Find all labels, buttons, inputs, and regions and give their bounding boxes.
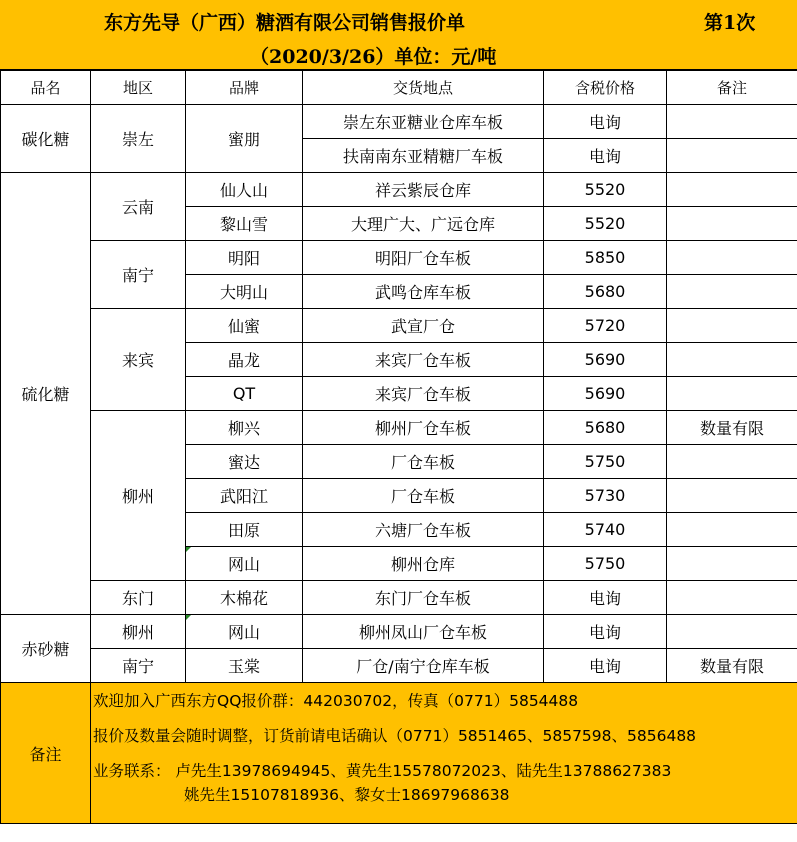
location-cell: 厂仓车板 — [303, 479, 544, 513]
location-cell: 东门厂仓车板 — [303, 581, 544, 615]
remark-cell — [667, 615, 797, 649]
price-cell: 5520 — [544, 207, 667, 241]
brand-cell: 木棉花 — [186, 581, 303, 615]
brand-cell: 玉棠 — [186, 649, 303, 683]
table-row — [1, 649, 797, 683]
remark-cell — [667, 309, 797, 343]
brand-cell: 仙蜜 — [186, 309, 303, 343]
header-row — [1, 71, 797, 105]
price-cell: 5850 — [544, 241, 667, 275]
location-cell: 祥云紫辰仓库 — [303, 173, 544, 207]
col-header-price: 含税价格 — [544, 71, 667, 105]
brand-cell: 柳兴 — [186, 411, 303, 445]
remark-cell — [667, 479, 797, 513]
location-cell: 扶南南东亚精糖厂车板 — [303, 139, 544, 173]
location-cell: 柳州凤山厂仓车板 — [303, 615, 544, 649]
price-cell: 5690 — [544, 377, 667, 411]
table-row — [1, 105, 797, 139]
location-cell: 来宾厂仓车板 — [303, 343, 544, 377]
price-table — [0, 70, 797, 824]
note-contacts-more: 姚先生15107818936、黎女士18697968638 — [184, 786, 510, 804]
remark-cell — [667, 207, 797, 241]
notes-label: 备注 — [1, 683, 91, 824]
remark-cell — [667, 241, 797, 275]
region-cell: 南宁 — [91, 649, 186, 683]
brand-cell — [186, 547, 303, 581]
table-row — [1, 411, 797, 445]
remark-cell — [667, 275, 797, 309]
price-cell: 电询 — [544, 649, 667, 683]
col-header-remark: 备注 — [667, 71, 797, 105]
col-header-brand: 品牌 — [186, 71, 303, 105]
region-cell: 云南 — [91, 173, 186, 241]
remark-cell — [667, 173, 797, 207]
price-cell: 电询 — [544, 105, 667, 139]
note-qq-group: 欢迎加入广西东方QQ报价群：442030702，传真（0771）5854488 — [93, 692, 579, 710]
remark-cell — [667, 445, 797, 479]
remark-cell — [667, 343, 797, 377]
price-cell: 5720 — [544, 309, 667, 343]
remark-cell — [667, 513, 797, 547]
col-header-product: 品名 — [1, 71, 91, 105]
brand-cell — [186, 615, 303, 649]
table-row — [1, 309, 797, 343]
brand-text: 网山 — [227, 555, 260, 574]
remark-cell: 数量有限 — [667, 649, 797, 683]
table-row — [1, 581, 797, 615]
location-cell: 大理广大、广远仓库 — [303, 207, 544, 241]
price-cell: 5680 — [544, 275, 667, 309]
location-cell: 柳州厂仓车板 — [303, 411, 544, 445]
brand-cell: 仙人山 — [186, 173, 303, 207]
price-cell: 5680 — [544, 411, 667, 445]
price-cell: 电询 — [544, 615, 667, 649]
brand-cell: 黎山雪 — [186, 207, 303, 241]
region-cell: 南宁 — [91, 241, 186, 309]
table-row — [1, 173, 797, 207]
brand-cell: QT — [186, 377, 303, 411]
brand-cell: 蜜朋 — [186, 105, 303, 173]
price-cell: 电询 — [544, 581, 667, 615]
brand-cell: 大明山 — [186, 275, 303, 309]
price-cell: 5750 — [544, 547, 667, 581]
price-cell: 5750 — [544, 445, 667, 479]
remark-cell — [667, 139, 797, 173]
product-cell: 碳化糖 — [1, 105, 91, 173]
location-cell: 来宾厂仓车板 — [303, 377, 544, 411]
notes-content — [91, 683, 797, 824]
edition-label: 第1次 — [704, 12, 756, 34]
brand-text: 网山 — [227, 623, 260, 642]
product-cell: 硫化糖 — [1, 173, 91, 615]
location-cell: 明阳厂仓车板 — [303, 241, 544, 275]
company-title: 东方先导（广西）糖酒有限公司销售报价单 — [104, 12, 466, 34]
region-cell: 来宾 — [91, 309, 186, 411]
title-banner — [0, 0, 797, 70]
note-price-adjust: 报价及数量会随时调整，订货前请电话确认（0771）5851465、5857598、5856488 — [93, 727, 697, 745]
price-cell: 5690 — [544, 343, 667, 377]
price-cell: 5520 — [544, 173, 667, 207]
location-cell: 武宣厂仓 — [303, 309, 544, 343]
price-cell: 电询 — [544, 139, 667, 173]
brand-cell: 田原 — [186, 513, 303, 547]
brand-cell: 晶龙 — [186, 343, 303, 377]
cell-marker-icon — [186, 547, 191, 552]
price-cell: 5740 — [544, 513, 667, 547]
brand-cell: 蜜达 — [186, 445, 303, 479]
location-cell: 崇左东亚糖业仓库车板 — [303, 105, 544, 139]
brand-cell: 武阳江 — [186, 479, 303, 513]
cell-marker-icon — [186, 615, 191, 620]
remark-cell: 数量有限 — [667, 411, 797, 445]
table-row — [1, 241, 797, 275]
region-cell: 崇左 — [91, 105, 186, 173]
location-cell: 厂仓/南宁仓库车板 — [303, 649, 544, 683]
col-header-location: 交货地点 — [303, 71, 544, 105]
remark-cell — [667, 377, 797, 411]
region-cell: 柳州 — [91, 411, 186, 581]
location-cell: 柳州仓库 — [303, 547, 544, 581]
remark-cell — [667, 105, 797, 139]
region-cell: 东门 — [91, 581, 186, 615]
notes-row — [1, 683, 797, 824]
location-cell: 六塘厂仓车板 — [303, 513, 544, 547]
brand-cell: 明阳 — [186, 241, 303, 275]
product-cell: 赤砂糖 — [1, 615, 91, 683]
location-cell: 厂仓车板 — [303, 445, 544, 479]
remark-cell — [667, 581, 797, 615]
location-cell: 武鸣仓库车板 — [303, 275, 544, 309]
date-unit-subtitle: （2020/3/26）单位：元/吨 — [250, 46, 497, 68]
remark-cell — [667, 547, 797, 581]
col-header-region: 地区 — [91, 71, 186, 105]
note-contacts: 业务联系： 卢先生13978694945、黄先生15578072023、陆先生13788627383 — [93, 762, 672, 780]
region-cell: 柳州 — [91, 615, 186, 649]
table-row — [1, 615, 797, 649]
price-cell: 5730 — [544, 479, 667, 513]
